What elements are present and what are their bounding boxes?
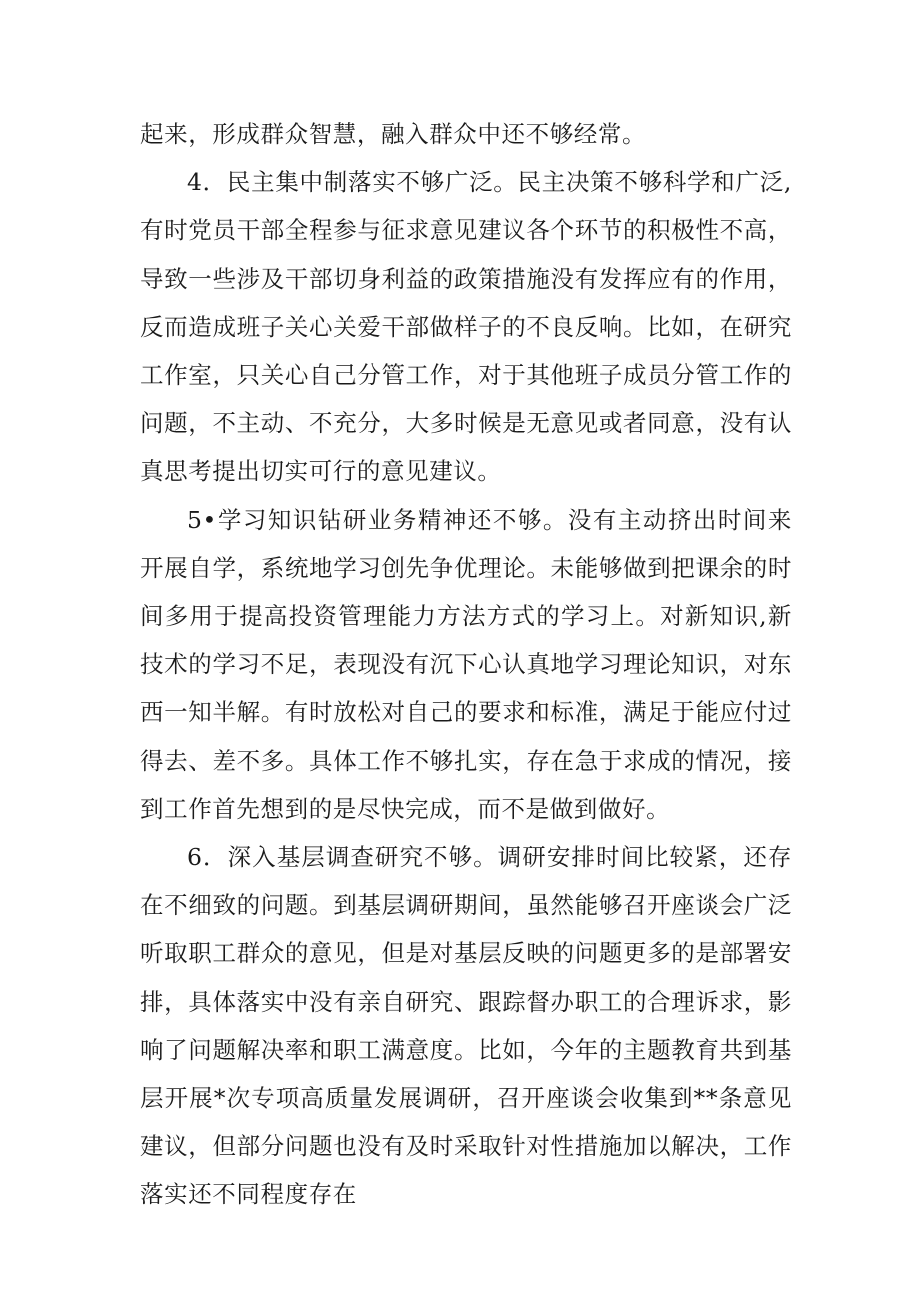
paragraph-item-4: 4．民主集中制落实不够广泛。民主决策不够科学和广泛,有时党员干部全程参与征求意见建议各个环节的积极性不高，导致一些涉及干部切身利益的政策措施没有发挥应有的作用，反而造成班子关心关爱干部做样子的不良反响。比如，在研究工作室，只关心自己分管工作，对于其他班子成员分管工作的问题，不主动、不充分，大多时候是无意见或者同意，没有认真思考提出切实可行的意见建议。: [140, 168, 792, 486]
paragraph-continuation: 起来，形成群众智慧，融入群众中还不够经常。: [140, 120, 647, 148]
document-body: [140, 110, 792, 1219]
paragraph-item-5: 5•学习知识钻研业务精神还不够。没有主动挤出时间来开展自学，系统地学习创先争优理论。未能够做到把课余的时间多用于提高投资管理能力方法方式的学习上。对新知识,新技术的学习不足，表现没有沉下心认真地学习理论知识，对东西一知半解。有时放松对自己的要求和标准，满足于能应付过得去、差不多。具体工作不够扎实，存在急于求成的情况，接到工作首先想到的是尽快完成，而不是做到做好。: [140, 505, 792, 823]
paragraph-item-6: 6．深入基层调查研究不够。调研安排时间比较紧，还存在不细致的问题。到基层调研期间，虽然能够召开座谈会广泛听取职工群众的意见，但是对基层反映的问题更多的是部署安排，具体落实中没有亲自研究、跟踪督办职工的合理诉求，影响了问题解决率和职工满意度。比如，今年的主题教育共到基层开展*次专项高质量发展调研，召开座谈会收集到**条意见建议，但部分问题也没有及时采取针对性措施加以解决，工作落实还不同程度存在: [140, 843, 792, 1209]
